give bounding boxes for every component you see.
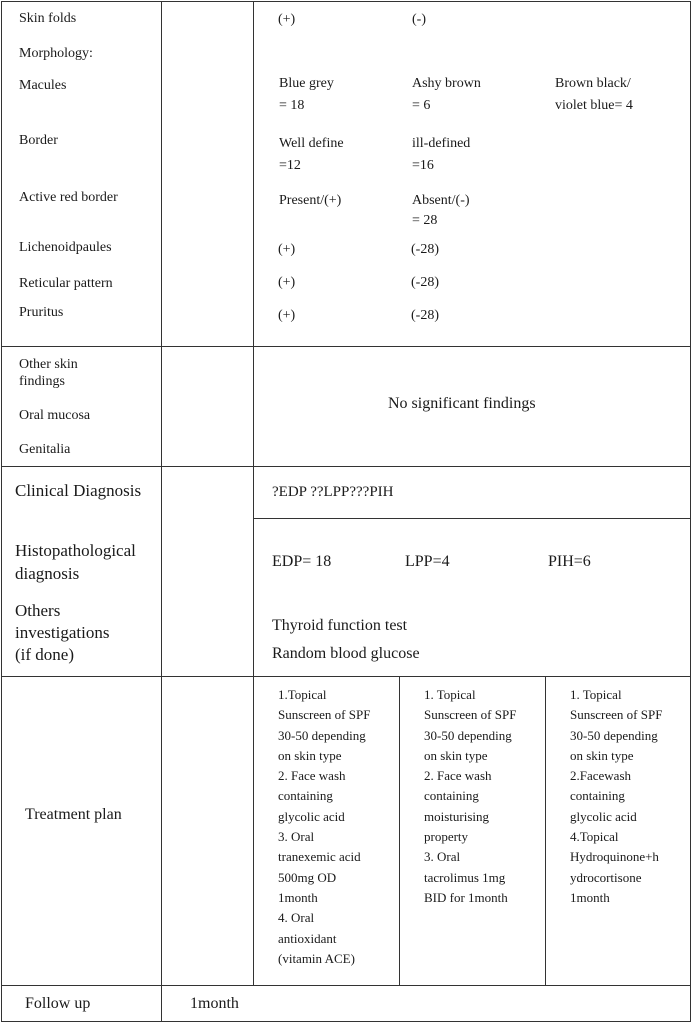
- treatment-line: property: [424, 829, 469, 845]
- label-active-red-border: Active red border: [19, 190, 118, 205]
- investigation-glucose: Random blood glucose: [272, 645, 420, 662]
- active-red-border-absent-count: = 28: [412, 213, 438, 228]
- label-macules: Macules: [19, 78, 67, 93]
- divider-col-2: [253, 1, 254, 985]
- divider-col-1: [161, 1, 162, 1022]
- label-treatment-plan: Treatment plan: [25, 806, 122, 823]
- divider-treatment-col-a: [399, 676, 400, 985]
- treatment-line: 3. Oral: [278, 829, 315, 845]
- border-well-defined: Well define: [279, 136, 344, 151]
- border-ill-defined-count: =16: [412, 158, 434, 173]
- histo-lpp: LPP=4: [405, 553, 450, 570]
- divider-treatment-col-b: [545, 676, 546, 985]
- treatment-line: on skin type: [570, 747, 634, 763]
- treatment-line: containing: [278, 788, 333, 804]
- label-skin-folds: Skin folds: [19, 11, 77, 26]
- label-clinical-diagnosis: Clinical Diagnosis: [15, 481, 142, 500]
- treatment-line: 2. Face wash: [424, 768, 492, 784]
- treatment-line: 4. Oral: [278, 910, 315, 926]
- treatment-column: [570, 685, 662, 908]
- macules-blue-grey: Blue grey: [279, 76, 334, 91]
- divider-morphology-bottom: [1, 346, 691, 347]
- pruritus-positive: (+): [278, 308, 296, 323]
- label-other-skin: Other skin: [19, 357, 78, 372]
- treatment-column: [278, 685, 370, 969]
- histo-pih: PIH=6: [548, 553, 591, 570]
- divider-clinical-bottom: [254, 518, 691, 519]
- label-pruritus: Pruritus: [19, 305, 64, 320]
- treatment-column: [424, 685, 516, 908]
- treatment-line: containing: [424, 788, 479, 804]
- treatment-line: 30-50 depending: [278, 727, 366, 743]
- treatment-line: ydrocortisone: [570, 869, 642, 885]
- treatment-line: Sunscreen of SPF: [570, 707, 663, 723]
- treatment-line: tranexemic acid: [278, 849, 361, 865]
- macules-brown-black: Brown black/: [555, 76, 631, 91]
- treatment-line: (vitamin ACE): [278, 950, 355, 966]
- treatment-line: 1.Topical: [278, 687, 327, 702]
- skin-folds-negative: (-): [412, 12, 426, 27]
- treatment-line: containing: [570, 788, 625, 804]
- investigation-thyroid: Thyroid function test: [272, 617, 408, 634]
- label-genitalia: Genitalia: [19, 442, 71, 457]
- label-others: Others: [15, 601, 61, 620]
- treatment-line: 2.Facewash: [570, 768, 632, 784]
- label-reticular-pattern: Reticular pattern: [19, 276, 113, 291]
- label-follow-up: Follow up: [25, 995, 91, 1012]
- treatment-line: 500mg OD: [278, 869, 337, 885]
- treatment-line: antioxidant: [278, 930, 337, 946]
- follow-up-value: 1month: [190, 995, 239, 1012]
- border-ill-defined: ill-defined: [412, 136, 471, 151]
- treatment-line: on skin type: [278, 747, 342, 763]
- reticular-positive: (+): [278, 275, 296, 290]
- label-histopathological: Histopathological: [15, 541, 136, 560]
- treatment-line: Sunscreen of SPF: [424, 707, 517, 723]
- treatment-line: moisturising: [424, 808, 490, 824]
- macules-ashy-brown-count: = 6: [412, 98, 431, 113]
- lichenoid-negative: (-28): [411, 242, 439, 257]
- label-histo-diagnosis: diagnosis: [15, 564, 80, 583]
- treatment-line: glycolic acid: [570, 808, 637, 824]
- macules-ashy-brown: Ashy brown: [412, 76, 481, 91]
- treatment-line: 1month: [570, 889, 610, 905]
- treatment-line: on skin type: [424, 747, 488, 763]
- histo-edp: EDP= 18: [272, 553, 332, 570]
- treatment-line: 4.Topical: [570, 829, 619, 845]
- label-if-done: (if done): [15, 645, 75, 664]
- clinical-diagnosis-value: ?EDP ??LPP???PIH: [272, 484, 394, 500]
- label-oral-mucosa: Oral mucosa: [19, 408, 91, 423]
- reticular-negative: (-28): [411, 275, 439, 290]
- treatment-line: Hydroquinone+h: [570, 849, 659, 865]
- divider-findings-bottom: [1, 466, 691, 467]
- macules-violet-blue-count: violet blue= 4: [555, 98, 633, 113]
- no-significant-findings: No significant findings: [388, 395, 536, 412]
- treatment-line: 30-50 depending: [424, 727, 512, 743]
- border-well-defined-count: =12: [279, 158, 301, 173]
- divider-treatment-bottom: [1, 985, 691, 986]
- label-border: Border: [19, 133, 58, 148]
- active-red-border-present: Present/(+): [279, 193, 342, 208]
- treatment-line: 3. Oral: [424, 849, 461, 865]
- treatment-line: tacrolimus 1mg: [424, 869, 506, 885]
- active-red-border-absent: Absent/(-): [412, 193, 470, 208]
- macules-blue-grey-count: = 18: [279, 98, 305, 113]
- lichenoid-positive: (+): [278, 242, 296, 257]
- treatment-line: 2. Face wash: [278, 768, 346, 784]
- treatment-line: 1. Topical: [424, 687, 476, 702]
- treatment-line: 30-50 depending: [570, 727, 658, 743]
- label-findings: findings: [19, 374, 65, 389]
- label-lichenoid-papules: Lichenoidpaules: [19, 240, 112, 255]
- divider-diagnosis-bottom: [1, 676, 691, 677]
- treatment-line: 1month: [278, 889, 318, 905]
- treatment-line: Sunscreen of SPF: [278, 707, 371, 723]
- treatment-line: BID for 1month: [424, 889, 508, 905]
- label-investigations: investigations: [15, 623, 110, 642]
- treatment-line: glycolic acid: [278, 808, 345, 824]
- pruritus-negative: (-28): [411, 308, 439, 323]
- label-morphology: Morphology:: [19, 46, 93, 61]
- skin-folds-positive: (+): [278, 12, 296, 27]
- treatment-line: 1. Topical: [570, 687, 622, 702]
